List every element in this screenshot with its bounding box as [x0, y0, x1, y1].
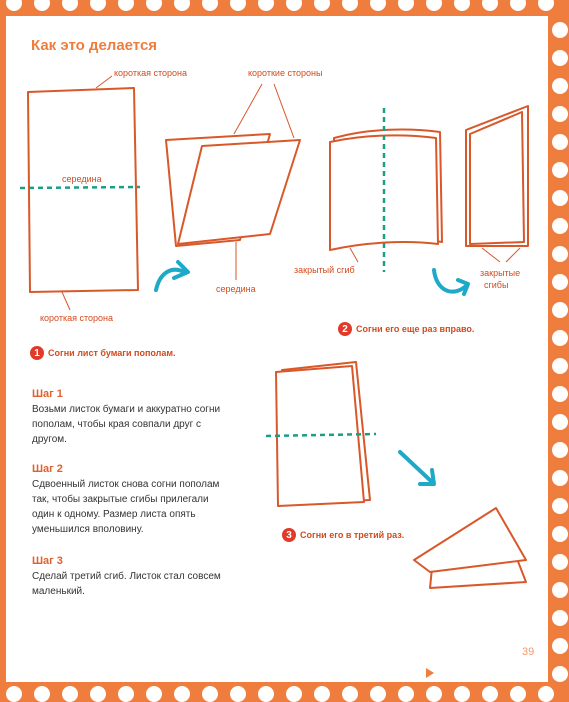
- label-closed-fold: закрытый сгиб: [294, 265, 355, 275]
- label-short-side-top: короткая сторона: [114, 68, 188, 78]
- logo-icon: [420, 664, 440, 682]
- watermark-logo: [420, 664, 522, 682]
- caption-2: [338, 322, 474, 336]
- label-middle-1: середина: [62, 174, 102, 184]
- label-closed-folds-line1: закрытые: [480, 268, 521, 278]
- page-title: Как это делается: [31, 37, 158, 54]
- label-closed-folds-line2: сгибы: [484, 280, 509, 290]
- caption-text: Согни лист бумаги пополам.: [48, 348, 176, 358]
- sheet-diagram-1: [28, 88, 138, 292]
- page-number: 39: [522, 646, 535, 658]
- watermark-text: Лабиринт: [444, 664, 523, 682]
- straight-arrow: [400, 452, 432, 482]
- caption-1: [30, 346, 176, 360]
- step-number-badge: 2: [338, 322, 352, 336]
- sheet-diagram-3: [330, 130, 442, 250]
- step-2-heading: Шаг 2: [32, 463, 63, 475]
- step-number-badge: 3: [282, 528, 296, 542]
- step-number-badge: 1: [30, 346, 44, 360]
- step-2-text: Сдвоенный листок снова согни пополам так, чтобы закрытые сгибы прилегали один к одному. Размер листа опять уменьшился вполовину.: [32, 479, 220, 535]
- sheet-diagram-2: [166, 134, 300, 246]
- pointer-closed-folds-b: [506, 248, 520, 262]
- step-3-text: Сделай третий сгиб. Листок стал совсем маленький.: [32, 571, 221, 597]
- step-1-heading: Шаг 1: [32, 388, 63, 400]
- caption-3: [282, 528, 404, 542]
- step-1-text: Возьми листок бумаги и аккуратно согни пополам, чтобы края совпали друг с другом.: [32, 404, 221, 445]
- label-middle-2: середина: [216, 284, 256, 294]
- caption-text: Согни его в третий раз.: [300, 530, 405, 540]
- pointer-short-side-top: [96, 76, 112, 88]
- pointer-closed-fold: [350, 248, 358, 262]
- pointer-short-sides-a: [234, 84, 262, 134]
- curved-arrow-1: [156, 270, 184, 290]
- sheet-diagram-6: [414, 508, 526, 588]
- fold-line-1: [20, 187, 140, 188]
- label-short-side-bottom: короткая сторона: [40, 313, 114, 323]
- pointer-short-sides-b: [274, 84, 294, 138]
- pointer-closed-folds-a: [482, 248, 500, 262]
- step-3-heading: Шаг 3: [32, 555, 63, 567]
- label-short-sides: короткие стороны: [248, 68, 323, 78]
- pointer-short-side-bottom: [62, 292, 70, 310]
- caption-text: Согни его еще раз вправо.: [356, 324, 475, 334]
- sheet-diagram-4: [466, 106, 528, 246]
